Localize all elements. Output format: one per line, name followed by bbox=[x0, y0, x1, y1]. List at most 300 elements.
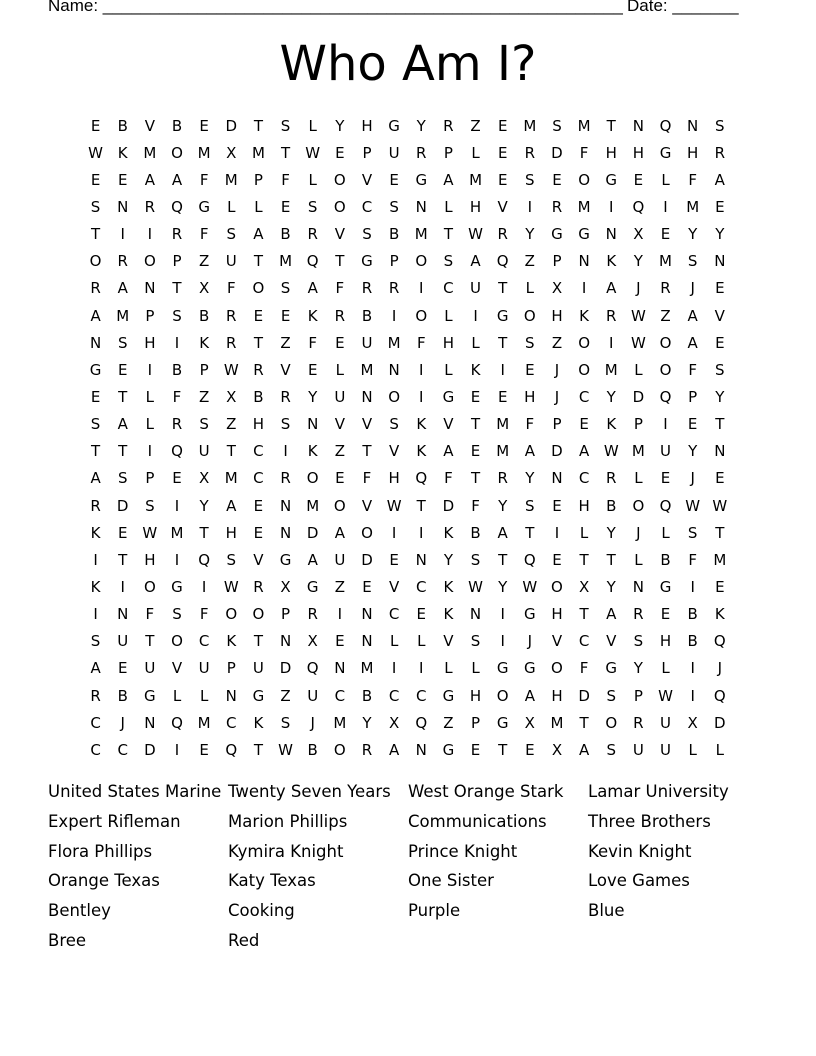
grid-letter[interactable]: Q bbox=[713, 686, 726, 705]
grid-letter[interactable]: I bbox=[419, 360, 424, 379]
grid-letter[interactable]: J bbox=[527, 632, 533, 651]
grid-letter[interactable]: R bbox=[226, 333, 237, 352]
grid-letter[interactable]: L bbox=[308, 170, 317, 189]
grid-letter[interactable]: I bbox=[609, 197, 614, 216]
grid-letter[interactable]: H bbox=[144, 550, 156, 569]
grid-letter[interactable]: Y bbox=[525, 469, 535, 488]
grid-letter[interactable]: E bbox=[497, 116, 508, 135]
grid-letter[interactable]: G bbox=[496, 713, 509, 732]
grid-letter[interactable]: R bbox=[606, 306, 617, 325]
grid-letter[interactable]: T bbox=[199, 523, 209, 542]
grid-letter[interactable]: I bbox=[419, 523, 424, 542]
grid-letter[interactable]: O bbox=[551, 577, 563, 596]
grid-letter[interactable]: P bbox=[471, 713, 481, 732]
grid-letter[interactable]: K bbox=[579, 306, 590, 325]
grid-letter[interactable]: O bbox=[551, 659, 563, 678]
grid-letter[interactable]: Y bbox=[443, 550, 453, 569]
grid-letter[interactable]: W bbox=[142, 523, 158, 542]
grid-letter[interactable]: F bbox=[199, 225, 209, 244]
grid-letter[interactable]: E bbox=[715, 577, 725, 596]
grid-letter[interactable]: E bbox=[335, 333, 345, 352]
grid-letter[interactable]: T bbox=[226, 442, 236, 461]
grid-letter[interactable]: E bbox=[715, 469, 725, 488]
grid-letter[interactable]: S bbox=[606, 686, 616, 705]
grid-letter[interactable]: S bbox=[226, 550, 237, 569]
grid-letter[interactable]: F bbox=[471, 496, 480, 515]
grid-letter[interactable]: I bbox=[419, 659, 424, 678]
grid-letter[interactable]: G bbox=[551, 225, 563, 244]
grid-letter[interactable]: I bbox=[147, 360, 153, 379]
grid-letter[interactable]: I bbox=[93, 605, 98, 624]
grid-letter[interactable]: A bbox=[578, 740, 590, 759]
grid-letter[interactable]: S bbox=[90, 197, 101, 216]
grid-letter[interactable]: O bbox=[415, 252, 428, 271]
grid-letter[interactable]: C bbox=[90, 740, 101, 759]
grid-letter[interactable]: F bbox=[281, 170, 290, 189]
grid-letter[interactable]: N bbox=[361, 632, 373, 651]
grid-letter[interactable]: E bbox=[335, 632, 345, 651]
grid-letter[interactable]: H bbox=[551, 686, 563, 705]
grid-letter[interactable]: O bbox=[333, 197, 346, 216]
grid-letter[interactable]: S bbox=[389, 197, 399, 216]
grid-letter[interactable]: V bbox=[144, 116, 155, 135]
grid-letter[interactable]: S bbox=[117, 469, 128, 488]
grid-letter[interactable]: A bbox=[90, 659, 101, 678]
grid-letter[interactable]: T bbox=[498, 740, 508, 759]
grid-letter[interactable]: X bbox=[687, 713, 698, 732]
grid-letter[interactable]: Y bbox=[688, 442, 698, 461]
grid-letter[interactable]: C bbox=[388, 686, 400, 705]
grid-letter[interactable]: Q bbox=[632, 197, 645, 216]
grid-letter[interactable]: Z bbox=[280, 333, 291, 352]
grid-letter[interactable]: D bbox=[116, 496, 129, 515]
grid-letter[interactable]: S bbox=[715, 116, 725, 135]
grid-letter[interactable]: S bbox=[715, 360, 725, 379]
grid-letter[interactable]: X bbox=[226, 387, 237, 406]
grid-letter[interactable]: T bbox=[579, 605, 589, 624]
grid-letter[interactable]: J bbox=[690, 469, 695, 488]
grid-letter[interactable]: L bbox=[444, 306, 453, 325]
grid-letter[interactable]: M bbox=[604, 360, 618, 379]
grid-letter[interactable]: K bbox=[253, 713, 264, 732]
grid-letter[interactable]: J bbox=[636, 523, 641, 542]
grid-letter[interactable]: C bbox=[226, 713, 237, 732]
grid-letter[interactable]: U bbox=[307, 686, 319, 705]
grid-letter[interactable]: O bbox=[659, 360, 672, 379]
grid-letter[interactable]: E bbox=[525, 360, 535, 379]
grid-letter[interactable]: N bbox=[687, 116, 699, 135]
grid-letter[interactable]: N bbox=[551, 469, 563, 488]
grid-letter[interactable]: Y bbox=[606, 577, 616, 596]
grid-letter[interactable]: A bbox=[90, 306, 101, 325]
grid-letter[interactable]: S bbox=[199, 415, 209, 434]
grid-letter[interactable]: O bbox=[632, 496, 645, 515]
grid-letter[interactable]: A bbox=[307, 279, 318, 298]
grid-letter[interactable]: V bbox=[606, 632, 617, 651]
grid-letter[interactable]: M bbox=[279, 252, 293, 271]
grid-letter[interactable]: T bbox=[579, 713, 589, 732]
grid-letter[interactable]: N bbox=[415, 550, 427, 569]
grid-letter[interactable]: A bbox=[524, 686, 535, 705]
grid-letter[interactable]: O bbox=[333, 740, 346, 759]
grid-letter[interactable]: L bbox=[417, 632, 426, 651]
grid-letter[interactable]: E bbox=[715, 279, 725, 298]
grid-letter[interactable]: O bbox=[415, 306, 428, 325]
grid-letter[interactable]: U bbox=[361, 333, 373, 352]
grid-letter[interactable]: Y bbox=[606, 523, 616, 542]
grid-letter[interactable]: A bbox=[171, 170, 183, 189]
grid-letter[interactable]: T bbox=[579, 550, 589, 569]
grid-letter[interactable]: R bbox=[497, 225, 508, 244]
grid-letter[interactable]: U bbox=[660, 713, 672, 732]
grid-letter[interactable]: P bbox=[443, 143, 453, 162]
grid-letter[interactable]: C bbox=[578, 469, 590, 488]
grid-letter[interactable]: J bbox=[554, 387, 560, 406]
grid-letter[interactable]: S bbox=[117, 333, 128, 352]
grid-letter[interactable]: A bbox=[578, 442, 590, 461]
grid-letter[interactable]: B bbox=[606, 496, 617, 515]
grid-letter[interactable]: H bbox=[578, 496, 590, 515]
grid-letter[interactable]: T bbox=[416, 496, 426, 515]
grid-letter[interactable]: L bbox=[471, 143, 480, 162]
grid-letter[interactable]: I bbox=[554, 523, 560, 542]
grid-letter[interactable]: E bbox=[90, 116, 101, 135]
grid-letter[interactable]: V bbox=[388, 442, 400, 461]
grid-letter[interactable]: I bbox=[147, 225, 153, 244]
grid-letter[interactable]: T bbox=[606, 116, 616, 135]
grid-letter[interactable]: I bbox=[93, 550, 98, 569]
grid-letter[interactable]: O bbox=[252, 605, 265, 624]
grid-letter[interactable]: D bbox=[632, 387, 645, 406]
grid-letter[interactable]: R bbox=[443, 116, 454, 135]
grid-letter[interactable]: N bbox=[605, 225, 617, 244]
grid-letter[interactable]: Z bbox=[443, 713, 454, 732]
grid-letter[interactable]: L bbox=[715, 740, 724, 759]
grid-letter[interactable]: D bbox=[551, 143, 563, 162]
grid-letter[interactable]: L bbox=[634, 360, 643, 379]
grid-letter[interactable]: T bbox=[715, 523, 725, 542]
grid-letter[interactable]: P bbox=[362, 143, 372, 162]
grid-letter[interactable]: L bbox=[661, 523, 670, 542]
grid-letter[interactable]: V bbox=[361, 415, 373, 434]
grid-letter[interactable]: R bbox=[280, 469, 291, 488]
grid-letter[interactable]: Y bbox=[715, 387, 725, 406]
grid-letter[interactable]: T bbox=[498, 333, 508, 352]
grid-letter[interactable]: I bbox=[527, 197, 533, 216]
grid-letter[interactable]: D bbox=[361, 550, 373, 569]
grid-letter[interactable]: N bbox=[117, 197, 129, 216]
grid-letter[interactable]: E bbox=[280, 197, 291, 216]
grid-letter[interactable]: M bbox=[523, 116, 537, 135]
grid-letter[interactable]: I bbox=[500, 632, 505, 651]
grid-letter[interactable]: Z bbox=[551, 333, 563, 352]
grid-letter[interactable]: S bbox=[280, 279, 291, 298]
grid-letter[interactable]: V bbox=[388, 577, 400, 596]
grid-letter[interactable]: Q bbox=[198, 550, 211, 569]
grid-letter[interactable]: R bbox=[660, 279, 671, 298]
grid-letter[interactable]: G bbox=[605, 659, 618, 678]
grid-letter[interactable]: G bbox=[89, 360, 102, 379]
grid-letter[interactable]: B bbox=[361, 686, 373, 705]
grid-letter[interactable]: E bbox=[335, 469, 345, 488]
grid-letter[interactable]: P bbox=[552, 415, 562, 434]
grid-letter[interactable]: R bbox=[90, 686, 101, 705]
grid-letter[interactable]: M bbox=[306, 496, 320, 515]
grid-letter[interactable]: B bbox=[280, 225, 291, 244]
grid-letter[interactable]: I bbox=[174, 333, 180, 352]
grid-letter[interactable]: U bbox=[334, 387, 346, 406]
grid-letter[interactable]: E bbox=[389, 550, 399, 569]
grid-letter[interactable]: R bbox=[307, 605, 318, 624]
grid-letter[interactable]: H bbox=[524, 387, 536, 406]
grid-letter[interactable]: G bbox=[415, 170, 428, 189]
grid-letter[interactable]: F bbox=[416, 333, 426, 352]
grid-letter[interactable]: I bbox=[419, 279, 424, 298]
grid-letter[interactable]: M bbox=[686, 197, 700, 216]
grid-letter[interactable]: C bbox=[253, 469, 264, 488]
grid-letter[interactable]: I bbox=[609, 333, 614, 352]
grid-letter[interactable]: E bbox=[416, 605, 426, 624]
grid-letter[interactable]: C bbox=[117, 740, 128, 759]
grid-letter[interactable]: V bbox=[361, 496, 373, 515]
grid-letter[interactable]: O bbox=[578, 170, 590, 189]
grid-letter[interactable]: Q bbox=[659, 387, 672, 406]
grid-letter[interactable]: D bbox=[578, 686, 590, 705]
date-field[interactable]: Date: _______ bbox=[627, 0, 739, 15]
grid-letter[interactable]: E bbox=[470, 387, 481, 406]
grid-letter[interactable]: R bbox=[90, 279, 101, 298]
grid-letter[interactable]: I bbox=[473, 306, 478, 325]
grid-letter[interactable]: S bbox=[525, 170, 535, 189]
grid-letter[interactable]: L bbox=[471, 659, 480, 678]
grid-letter[interactable]: L bbox=[661, 659, 670, 678]
grid-letter[interactable]: R bbox=[524, 143, 536, 162]
grid-letter[interactable]: I bbox=[174, 550, 180, 569]
grid-letter[interactable]: I bbox=[690, 659, 695, 678]
grid-letter[interactable]: I bbox=[147, 442, 153, 461]
grid-letter[interactable]: W bbox=[522, 577, 538, 596]
grid-letter[interactable]: L bbox=[525, 279, 534, 298]
grid-letter[interactable]: I bbox=[174, 496, 180, 515]
grid-letter[interactable]: E bbox=[253, 306, 264, 325]
grid-letter[interactable]: U bbox=[660, 442, 672, 461]
grid-letter[interactable]: J bbox=[717, 659, 723, 678]
grid-letter[interactable]: T bbox=[253, 740, 263, 759]
grid-letter[interactable]: W bbox=[658, 686, 673, 705]
grid-letter[interactable]: Q bbox=[306, 659, 319, 678]
grid-letter[interactable]: H bbox=[551, 306, 563, 325]
grid-letter[interactable]: H bbox=[442, 333, 455, 352]
grid-letter[interactable]: T bbox=[606, 550, 616, 569]
grid-letter[interactable]: K bbox=[606, 252, 617, 271]
grid-letter[interactable]: U bbox=[252, 659, 264, 678]
grid-letter[interactable]: U bbox=[117, 632, 129, 651]
grid-letter[interactable]: O bbox=[388, 387, 401, 406]
grid-letter[interactable]: Y bbox=[416, 116, 426, 135]
grid-letter[interactable]: W bbox=[223, 577, 239, 596]
grid-letter[interactable]: C bbox=[253, 442, 264, 461]
grid-letter[interactable]: E bbox=[389, 170, 399, 189]
grid-letter[interactable]: Z bbox=[524, 252, 535, 271]
grid-letter[interactable]: N bbox=[714, 252, 726, 271]
grid-letter[interactable]: N bbox=[632, 116, 644, 135]
grid-letter[interactable]: F bbox=[579, 143, 589, 162]
grid-letter[interactable]: L bbox=[444, 197, 453, 216]
grid-letter[interactable]: C bbox=[388, 605, 400, 624]
grid-letter[interactable]: E bbox=[552, 170, 562, 189]
grid-letter[interactable]: T bbox=[498, 279, 508, 298]
grid-letter[interactable]: S bbox=[280, 713, 291, 732]
grid-letter[interactable]: A bbox=[687, 306, 698, 325]
grid-letter[interactable]: M bbox=[550, 713, 564, 732]
grid-letter[interactable]: R bbox=[714, 143, 726, 162]
grid-letter[interactable]: G bbox=[496, 659, 509, 678]
grid-letter[interactable]: Q bbox=[523, 550, 536, 569]
grid-letter[interactable]: E bbox=[117, 170, 128, 189]
grid-letter[interactable]: Q bbox=[496, 252, 509, 271]
grid-letter[interactable]: R bbox=[171, 415, 183, 434]
grid-letter[interactable]: D bbox=[714, 713, 726, 732]
grid-letter[interactable]: B bbox=[117, 686, 128, 705]
grid-letter[interactable]: E bbox=[90, 170, 101, 189]
grid-letter[interactable]: N bbox=[144, 279, 156, 298]
grid-letter[interactable]: N bbox=[279, 523, 292, 542]
grid-letter[interactable]: E bbox=[470, 442, 481, 461]
grid-letter[interactable]: B bbox=[388, 225, 400, 244]
grid-letter[interactable]: G bbox=[659, 577, 672, 596]
grid-letter[interactable]: P bbox=[172, 252, 182, 271]
grid-letter[interactable]: P bbox=[199, 360, 209, 379]
grid-letter[interactable]: P bbox=[552, 252, 562, 271]
grid-letter[interactable]: A bbox=[714, 170, 725, 189]
grid-letter[interactable]: K bbox=[470, 360, 481, 379]
grid-letter[interactable]: U bbox=[198, 442, 210, 461]
grid-letter[interactable]: P bbox=[281, 605, 291, 624]
grid-letter[interactable]: O bbox=[143, 577, 156, 596]
grid-letter[interactable]: F bbox=[362, 469, 372, 488]
grid-letter[interactable]: I bbox=[391, 523, 397, 542]
grid-letter[interactable]: H bbox=[225, 523, 237, 542]
grid-letter[interactable]: R bbox=[334, 306, 346, 325]
grid-letter[interactable]: W bbox=[305, 143, 321, 162]
grid-letter[interactable]: E bbox=[497, 143, 508, 162]
grid-letter[interactable]: H bbox=[551, 605, 563, 624]
grid-letter[interactable]: E bbox=[172, 469, 182, 488]
grid-letter[interactable]: C bbox=[578, 632, 590, 651]
grid-letter[interactable]: X bbox=[524, 713, 535, 732]
grid-letter[interactable]: C bbox=[361, 197, 373, 216]
grid-letter[interactable]: J bbox=[690, 279, 695, 298]
grid-letter[interactable]: R bbox=[253, 360, 264, 379]
grid-letter[interactable]: K bbox=[90, 577, 101, 596]
grid-letter[interactable]: P bbox=[253, 170, 263, 189]
grid-letter[interactable]: L bbox=[308, 116, 317, 135]
grid-letter[interactable]: S bbox=[362, 225, 372, 244]
grid-letter[interactable]: G bbox=[279, 550, 292, 569]
grid-letter[interactable]: S bbox=[470, 550, 481, 569]
grid-letter[interactable]: A bbox=[90, 469, 101, 488]
grid-letter[interactable]: C bbox=[416, 577, 427, 596]
grid-letter[interactable]: O bbox=[361, 523, 373, 542]
grid-letter[interactable]: H bbox=[469, 686, 482, 705]
grid-letter[interactable]: B bbox=[171, 116, 183, 135]
grid-letter[interactable]: K bbox=[307, 306, 318, 325]
grid-letter[interactable]: I bbox=[419, 387, 424, 406]
grid-letter[interactable]: N bbox=[89, 333, 102, 352]
grid-letter[interactable]: K bbox=[606, 415, 617, 434]
grid-letter[interactable]: J bbox=[310, 713, 315, 732]
grid-letter[interactable]: G bbox=[524, 605, 536, 624]
grid-letter[interactable]: V bbox=[443, 632, 454, 651]
grid-letter[interactable]: I bbox=[663, 415, 668, 434]
grid-letter[interactable]: N bbox=[361, 387, 373, 406]
grid-letter[interactable]: S bbox=[525, 333, 535, 352]
grid-letter[interactable]: O bbox=[89, 252, 102, 271]
grid-letter[interactable]: A bbox=[687, 333, 698, 352]
grid-letter[interactable]: K bbox=[443, 523, 454, 542]
grid-letter[interactable]: Z bbox=[280, 686, 291, 705]
grid-letter[interactable]: E bbox=[525, 740, 535, 759]
grid-letter[interactable]: F bbox=[308, 333, 318, 352]
grid-letter[interactable]: W bbox=[88, 143, 103, 162]
grid-letter[interactable]: R bbox=[388, 279, 400, 298]
grid-letter[interactable]: M bbox=[224, 170, 238, 189]
grid-letter[interactable]: R bbox=[90, 496, 101, 515]
grid-letter[interactable]: I bbox=[337, 605, 343, 624]
grid-letter[interactable]: S bbox=[90, 415, 101, 434]
grid-letter[interactable]: S bbox=[307, 197, 318, 216]
grid-letter[interactable]: H bbox=[144, 333, 156, 352]
grid-letter[interactable]: E bbox=[633, 170, 644, 189]
grid-letter[interactable]: M bbox=[631, 442, 645, 461]
grid-letter[interactable]: H bbox=[605, 143, 617, 162]
grid-letter[interactable]: T bbox=[280, 143, 291, 162]
grid-letter[interactable]: E bbox=[687, 415, 698, 434]
grid-letter[interactable]: Y bbox=[498, 577, 508, 596]
grid-letter[interactable]: A bbox=[606, 279, 617, 298]
grid-letter[interactable]: P bbox=[688, 387, 698, 406]
grid-letter[interactable]: U bbox=[225, 252, 237, 271]
grid-letter[interactable]: L bbox=[389, 632, 399, 651]
grid-letter[interactable]: E bbox=[199, 740, 209, 759]
grid-letter[interactable]: P bbox=[226, 659, 236, 678]
grid-letter[interactable]: L bbox=[634, 550, 643, 569]
grid-letter[interactable]: B bbox=[660, 550, 671, 569]
grid-letter[interactable]: E bbox=[199, 116, 209, 135]
grid-letter[interactable]: I bbox=[120, 225, 125, 244]
grid-letter[interactable]: R bbox=[606, 469, 617, 488]
grid-letter[interactable]: B bbox=[687, 632, 698, 651]
grid-letter[interactable]: N bbox=[144, 713, 156, 732]
grid-letter[interactable]: V bbox=[497, 197, 508, 216]
grid-letter[interactable]: G bbox=[442, 686, 455, 705]
grid-letter[interactable]: B bbox=[307, 740, 318, 759]
grid-letter[interactable]: M bbox=[414, 225, 428, 244]
grid-letter[interactable]: Q bbox=[415, 469, 428, 488]
grid-letter[interactable]: Y bbox=[498, 496, 508, 515]
grid-letter[interactable]: K bbox=[714, 605, 725, 624]
grid-letter[interactable]: L bbox=[661, 170, 670, 189]
grid-letter[interactable]: H bbox=[687, 143, 699, 162]
grid-letter[interactable]: T bbox=[470, 415, 481, 434]
grid-letter[interactable]: W bbox=[278, 740, 293, 759]
grid-letter[interactable]: Y bbox=[715, 225, 725, 244]
grid-letter[interactable]: K bbox=[443, 605, 454, 624]
grid-letter[interactable]: Y bbox=[335, 116, 345, 135]
grid-letter[interactable]: T bbox=[118, 550, 128, 569]
grid-letter[interactable]: G bbox=[442, 740, 455, 759]
grid-letter[interactable]: I bbox=[690, 577, 695, 596]
